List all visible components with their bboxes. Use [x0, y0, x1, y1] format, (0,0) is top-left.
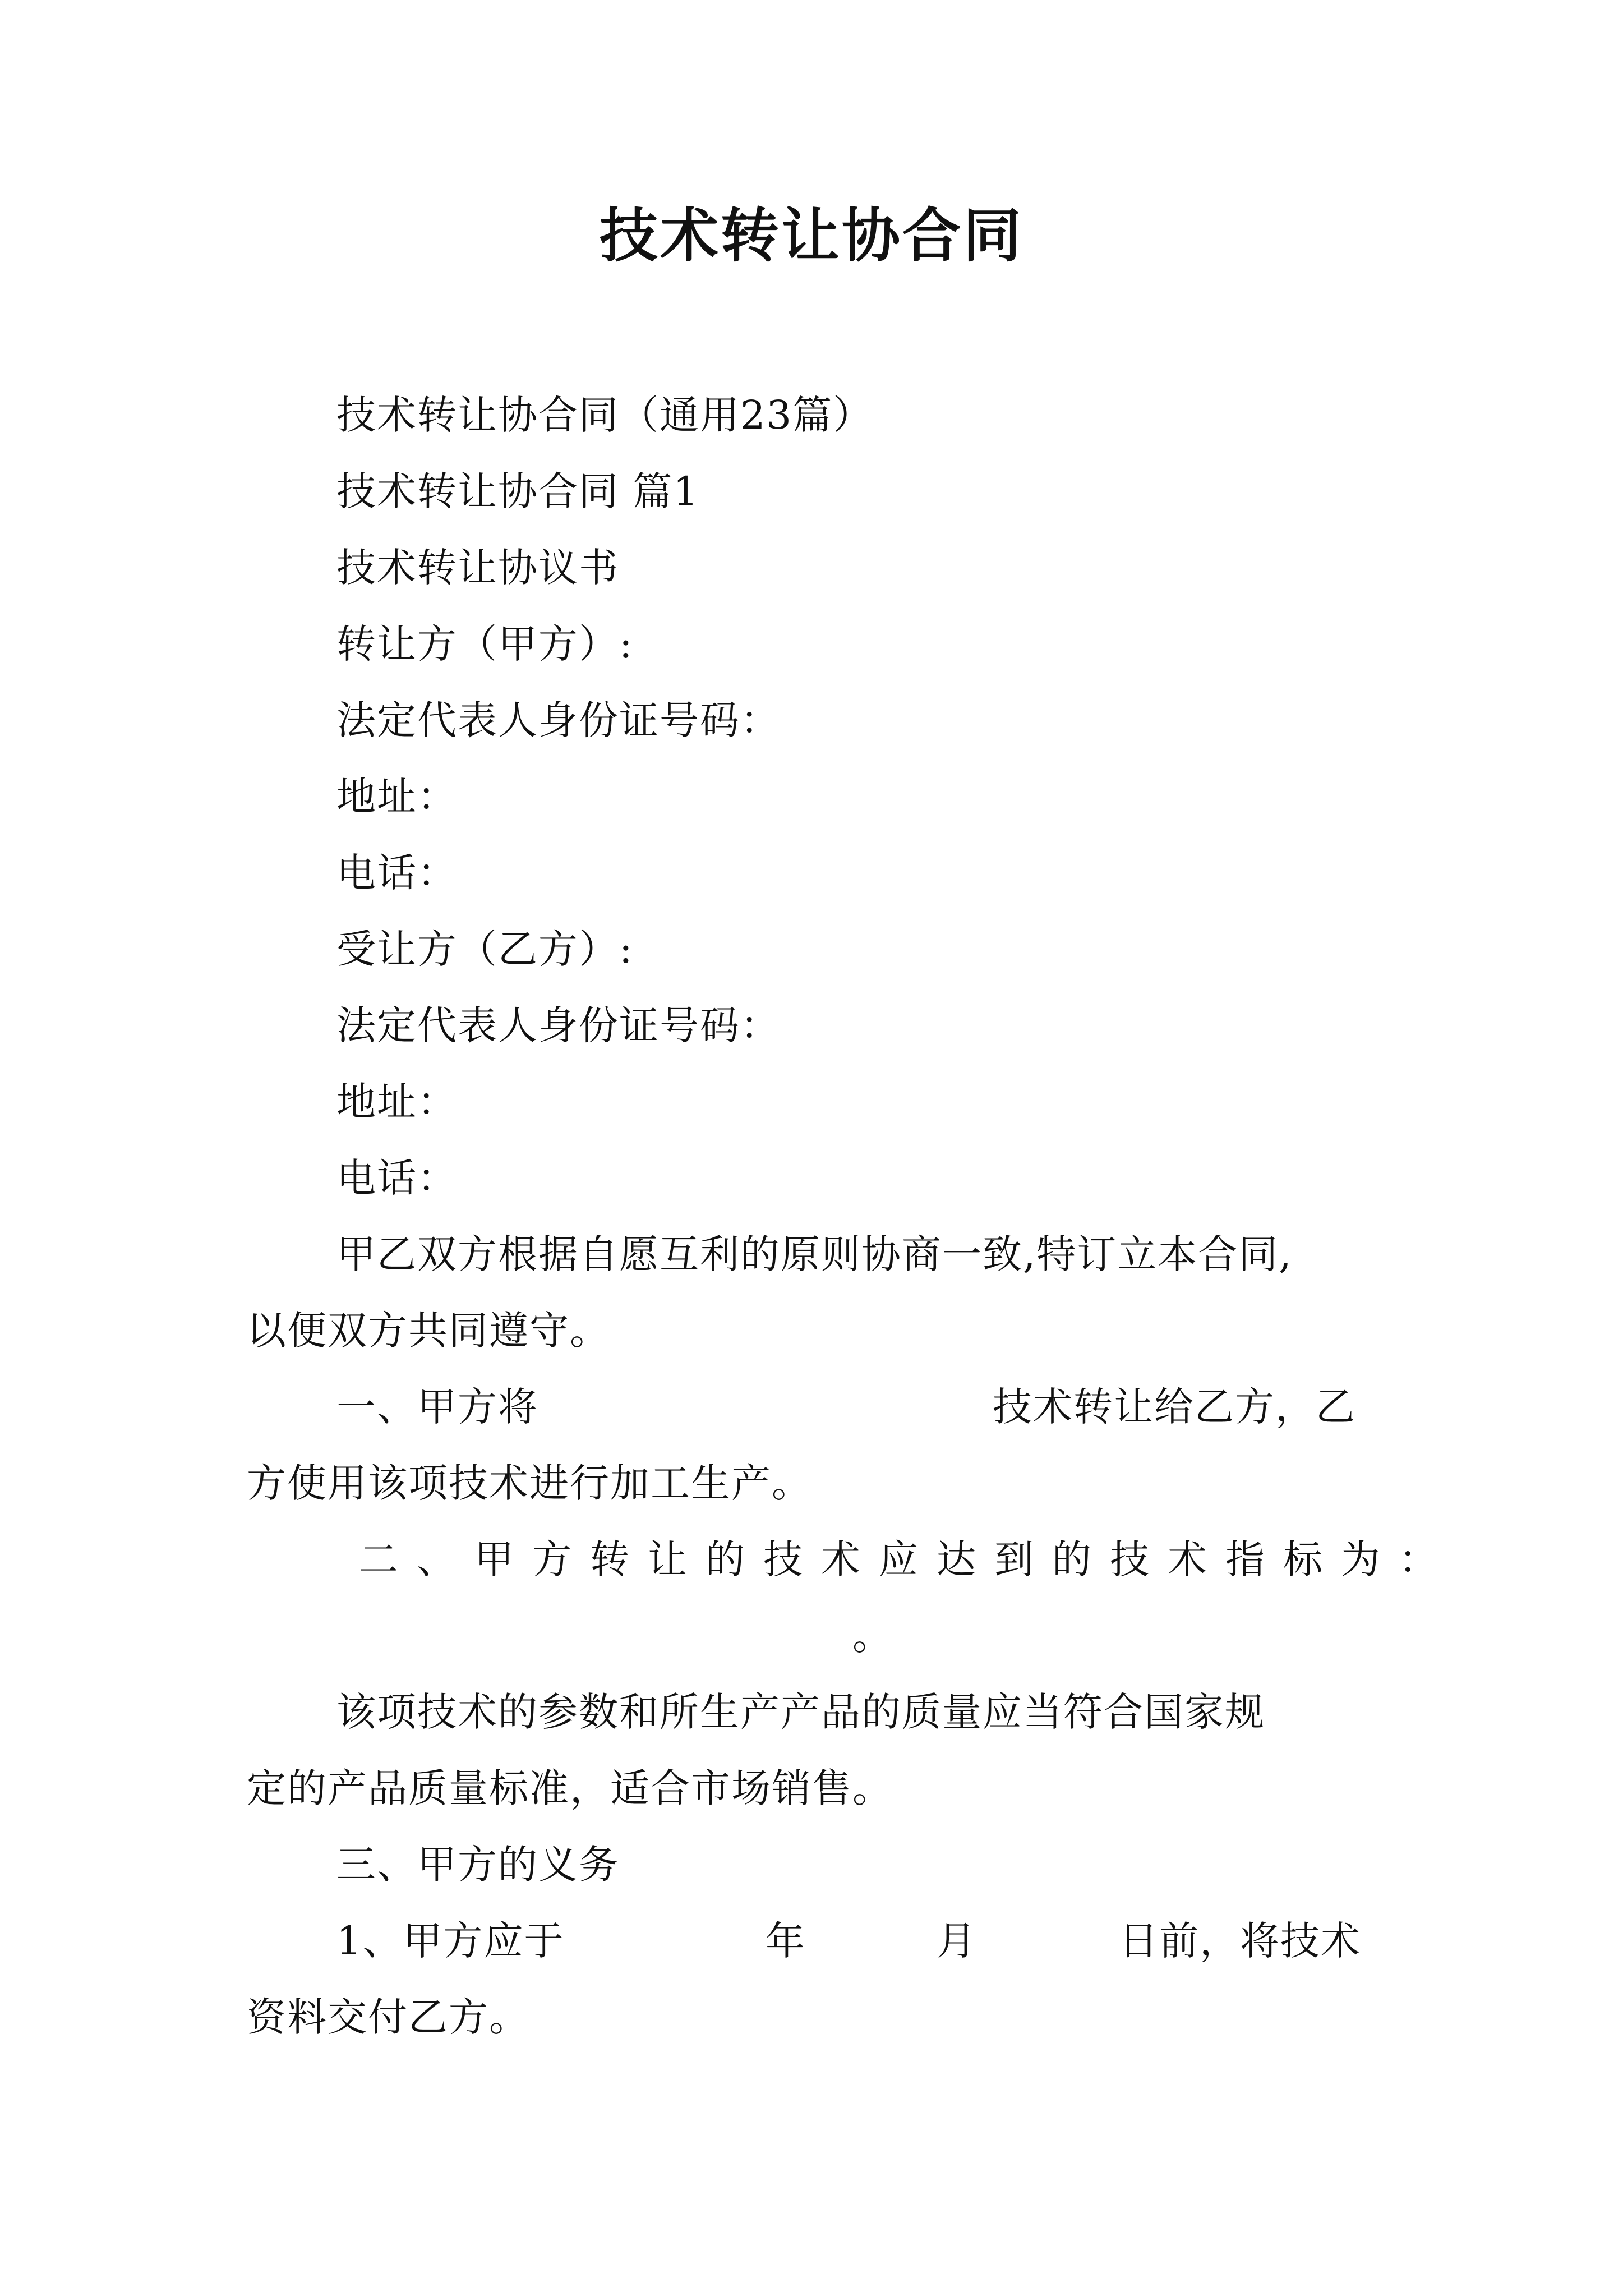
paragraph-line: 资料交付乙方。 [247, 1994, 529, 2040]
party-b-address-label: 地址： [336, 1079, 458, 1125]
clause-2-heading: 二、甲方转让的技术应达到的技术指标为： [359, 1536, 1456, 1582]
date-day-label: 日前，将技术 [1119, 1918, 1361, 1964]
party-b-label: 受让方（乙方）: [336, 926, 634, 972]
party-b-id-label: 法定代表人身份证号码： [336, 1002, 781, 1048]
party-b-phone-label: 电话： [336, 1155, 458, 1201]
clause-3-1-start: 1、甲方应于 [336, 1918, 565, 1964]
paragraph-line: 以便双方共同遵守。 [247, 1308, 610, 1354]
paragraph-line: 甲乙双方根据自愿互利的原则协商一致,特订立本合同, [336, 1231, 1293, 1277]
document-title: 技术转让协合同 [599, 201, 1023, 270]
party-a-id-label: 法定代表人身份证号码： [336, 697, 781, 743]
paragraph-line: 定的产品质量标准，适合市场销售。 [247, 1765, 893, 1811]
date-year-label: 年 [766, 1918, 806, 1964]
date-month-label: 月 [937, 1918, 977, 1964]
paragraph-line: 该项技术的参数和所生产产品的质量应当符合国家规 [336, 1689, 1265, 1735]
agreement-heading: 技术转让协议书 [336, 545, 619, 591]
clause-1-end: 技术转让给乙方，乙 [993, 1384, 1356, 1430]
blank-period: 。 [852, 1613, 893, 1659]
party-a-address-label: 地址： [336, 774, 458, 820]
doc-subtitle: 技术转让协合同（通用23篇） [336, 392, 874, 438]
clause-1-start: 一、甲方将 [336, 1384, 538, 1430]
clause-3-heading: 三、甲方的义务 [336, 1842, 619, 1888]
party-a-label: 转让方（甲方）: [336, 621, 634, 667]
paragraph-line: 方使用该项技术进行加工生产。 [247, 1460, 812, 1506]
party-a-phone-label: 电话： [336, 850, 458, 896]
section-heading: 技术转让协合同 篇1 [336, 468, 699, 514]
